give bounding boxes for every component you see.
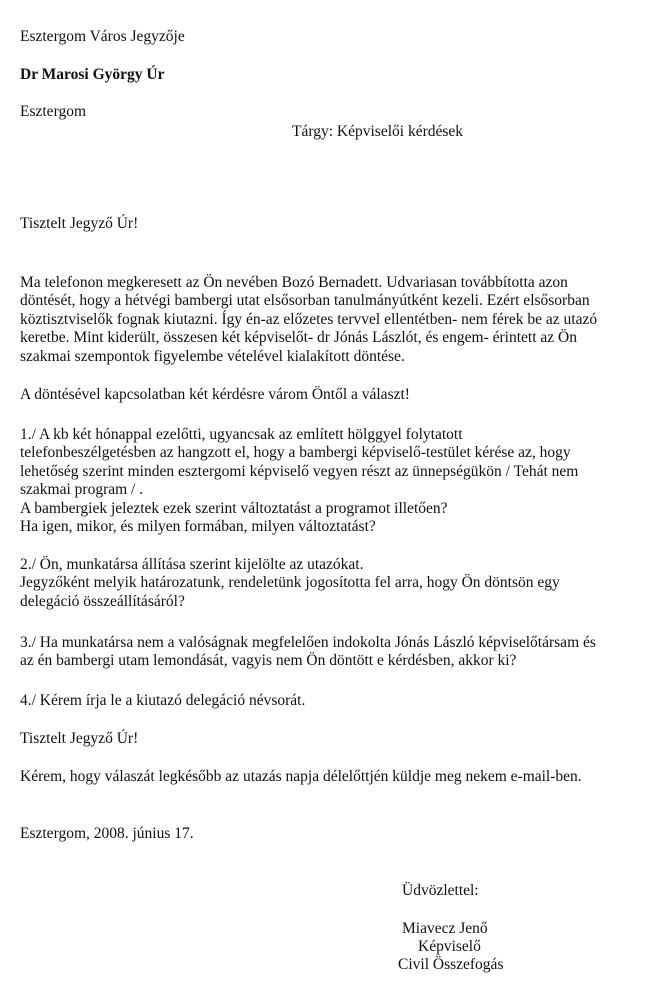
salutation-2: Tisztelt Jegyző Úr! bbox=[20, 730, 139, 747]
paragraph-1 bbox=[20, 274, 650, 366]
question-1-line: szakmai program / . bbox=[20, 481, 144, 499]
question-1 bbox=[20, 426, 650, 536]
question-4: 4./ Kérem írja le a kiutazó delegáció névsorát. bbox=[20, 692, 306, 709]
recipient-office: Esztergom Város Jegyzője bbox=[20, 28, 185, 45]
question-2-line: delegáció összeállításáról? bbox=[20, 592, 185, 610]
intro-question: A döntésével kapcsolatban két kérdésre várom Öntől a választ! bbox=[20, 386, 410, 403]
recipient-name: Dr Marosi György Úr bbox=[20, 66, 165, 83]
paragraph-1-line: keretbe. Mint kiderült, összesen két képviselőt- dr Jónás Lászlót, és engem- érintett az Ön bbox=[20, 329, 577, 347]
salutation: Tisztelt Jegyző Úr! bbox=[20, 215, 139, 232]
question-2-line: 2./ Ön, munkatársa állítása szerint kijelölte az utazókat. bbox=[20, 556, 364, 573]
paragraph-1-line: köztisztviselők fognak kiutazni. Így én-az előzetes tervvel ellentétben- nem férek be az utazó bbox=[20, 310, 598, 328]
paragraph-1-line: szakmai szempontok figyelembe vételével kialakított döntése. bbox=[20, 347, 405, 365]
date-line: Esztergom, 2008. június 17. bbox=[20, 825, 194, 842]
paragraph-1-line: döntését, hogy a hétvégi bambergi utat elsősorban tanulmányútként kezeli. Ezért elsősorban bbox=[20, 292, 590, 310]
signature-greeting: Üdvözlettel: bbox=[402, 882, 479, 899]
request-line: Kérem, hogy válaszát legkésőbb az utazás napja délelőttjén küldje meg nekem e-mail-ben. bbox=[20, 768, 582, 785]
question-1-line: A bambergiek jeleztek ezek szerint változtatást a programot illetően? bbox=[20, 499, 448, 517]
question-1-line: telefonbeszélgetésben az hangzott el, hogy a bambergi képviselő-testület kérése az, hogy bbox=[20, 444, 571, 462]
paragraph-1-line: Ma telefonon megkeresett az Ön nevében Bozó Bernadett. Udvariasan továbbította azon bbox=[20, 274, 568, 291]
question-1-line: Ha igen, mikor, és milyen formában, milyen változtatást? bbox=[20, 518, 376, 536]
question-3 bbox=[20, 634, 650, 671]
question-2-line: Jegyzőként melyik határozatunk, rendeletünk jogosította fel arra, hogy Ön döntsön egy bbox=[20, 574, 560, 592]
question-1-line: lehetőség szerint minden esztergomi képviselő vegyen részt az ünnepségükön / Tehát nem bbox=[20, 462, 579, 480]
subject-line: Tárgy: Képviselői kérdések bbox=[292, 123, 464, 140]
recipient-city: Esztergom bbox=[20, 103, 87, 120]
question-2 bbox=[20, 556, 650, 611]
signature-role: Képviselő bbox=[418, 938, 481, 955]
question-1-line: 1./ A kb két hónappal ezelőtti, ugyancsak az említett hölggyel folytatott bbox=[20, 426, 463, 443]
question-3-line: 3./ Ha munkatársa nem a valóságnak megfelelően indokolta Jónás László képviselőtársam és bbox=[20, 634, 596, 651]
signature-name: Miavecz Jenő bbox=[402, 920, 488, 937]
question-3-line: az én bambergi utam lemondását, vagyis nem Ön döntött e kérdésben, akkor ki? bbox=[20, 652, 517, 670]
signature-organization: Civil Összefogás bbox=[398, 956, 504, 973]
